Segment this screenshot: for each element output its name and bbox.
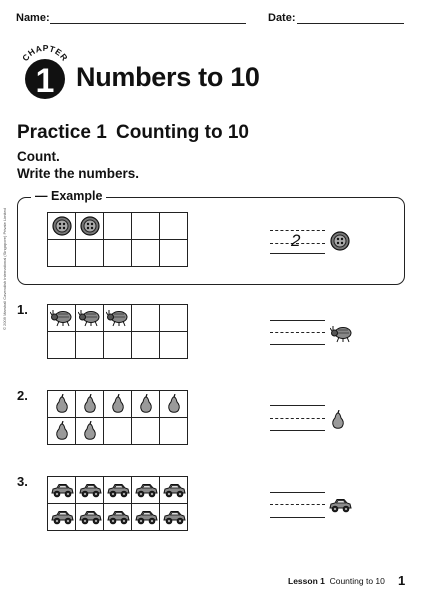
ten-frame-cell [104, 477, 132, 504]
footer-lesson: Lesson 1 Counting to 10 [288, 576, 385, 586]
ten-frame-cell [132, 391, 160, 418]
pear-icon [48, 394, 75, 414]
q3-car-icon [328, 497, 352, 518]
ten-frame-cell [132, 418, 160, 445]
car-icon [160, 509, 187, 525]
q1-line-mid[interactable] [270, 332, 325, 333]
ten-frame-cell [48, 391, 76, 418]
q2-line-top [270, 405, 325, 406]
pear-icon [48, 421, 75, 441]
ten-frame-cell [160, 305, 188, 332]
ten-frame-cell [48, 240, 76, 267]
pear-icon [132, 394, 159, 414]
practice-title: Practice 1 [17, 122, 107, 143]
example-button-icon [330, 231, 350, 256]
chapter-number: 1 [35, 62, 55, 100]
ten-frame-cell [132, 477, 160, 504]
ten-frame-cell [48, 418, 76, 445]
name-label: Name: [16, 12, 50, 24]
q2-line-base [270, 430, 325, 431]
ten-frame-row [48, 240, 188, 267]
page-number: 1 [398, 573, 406, 588]
ten-frame-cell [76, 418, 104, 445]
practice-subtitle: Counting to 10 [116, 122, 249, 143]
question-2-number: 2. [17, 388, 28, 403]
car-icon [76, 482, 103, 498]
q3-line-top [270, 492, 325, 493]
q2-line-mid[interactable] [270, 418, 325, 419]
ten-frame-cell [48, 504, 76, 531]
car-icon [48, 509, 75, 525]
ten-frame-cell [48, 332, 76, 359]
ten-frame-cell [76, 240, 104, 267]
pear-icon [76, 421, 103, 441]
ten-frame-cell [104, 305, 132, 332]
example-label: — Example [31, 189, 106, 203]
pear-icon [76, 394, 103, 414]
example-ten-frame [47, 212, 188, 267]
car-icon [160, 482, 187, 498]
ten-frame-row [48, 477, 188, 504]
ten-frame-cell [160, 332, 188, 359]
instruction-write: Write the numbers. [17, 166, 140, 181]
chapter-badge [17, 42, 73, 102]
ten-frame-cell [48, 477, 76, 504]
chapter-title: Numbers to 10 [76, 62, 260, 92]
question-1-ten-frame [47, 304, 188, 359]
name-line[interactable] [50, 23, 246, 24]
ten-frame-cell [104, 240, 132, 267]
ten-frame-cell [160, 391, 188, 418]
car-icon [104, 509, 131, 525]
ten-frame-row [48, 391, 188, 418]
ten-frame-cell [132, 504, 160, 531]
bug-icon [76, 309, 103, 327]
chapter-label: CHAPTER [20, 42, 70, 63]
ten-frame-row [48, 332, 188, 359]
question-2-ten-frame [47, 390, 188, 445]
bug-icon [48, 309, 75, 327]
ten-frame-cell [132, 240, 160, 267]
button-icon [48, 216, 75, 236]
ten-frame-cell [76, 305, 104, 332]
q1-line-base [270, 344, 325, 345]
copyright-text: © 2009 Marshall Cavendish International (Singapore) Private Limited [2, 208, 7, 330]
ten-frame-cell [132, 305, 160, 332]
car-icon [48, 482, 75, 498]
example-dash-icon: — [35, 189, 51, 203]
ten-frame-cell [104, 332, 132, 359]
q3-line-mid[interactable] [270, 504, 325, 505]
instruction-count: Count. [17, 149, 60, 164]
q2-pear-icon [330, 410, 346, 435]
ten-frame-row [48, 213, 188, 240]
question-3-number: 3. [17, 474, 28, 489]
ten-frame-row [48, 418, 188, 445]
ten-frame-cell [160, 240, 188, 267]
q1-line-top [270, 320, 325, 321]
ten-frame-cell [104, 504, 132, 531]
date-line[interactable] [297, 23, 404, 24]
ten-frame-cell [132, 332, 160, 359]
date-label: Date: [268, 12, 296, 24]
writing-guide-base [270, 253, 325, 254]
ten-frame-cell [160, 504, 188, 531]
ten-frame-row [48, 504, 188, 531]
car-icon [132, 482, 159, 498]
q1-bug-icon [330, 325, 354, 348]
ten-frame-cell [160, 418, 188, 445]
ten-frame-cell [160, 477, 188, 504]
pear-icon [160, 394, 187, 414]
car-icon [132, 509, 159, 525]
question-3-ten-frame [47, 476, 188, 531]
question-1-number: 1. [17, 302, 28, 317]
ten-frame-row [48, 305, 188, 332]
ten-frame-cell [76, 477, 104, 504]
ten-frame-cell [48, 213, 76, 240]
car-icon [104, 482, 131, 498]
ten-frame-cell [76, 504, 104, 531]
ten-frame-cell [104, 391, 132, 418]
ten-frame-cell [76, 213, 104, 240]
button-icon [76, 216, 103, 236]
example-answer: 2 [291, 231, 301, 250]
ten-frame-cell [160, 213, 188, 240]
ten-frame-cell [104, 418, 132, 445]
car-icon [76, 509, 103, 525]
pear-icon [104, 394, 131, 414]
q3-line-base [270, 517, 325, 518]
ten-frame-cell [76, 332, 104, 359]
ten-frame-cell [76, 391, 104, 418]
ten-frame-cell [48, 305, 76, 332]
bug-icon [104, 309, 131, 327]
ten-frame-cell [132, 213, 160, 240]
ten-frame-cell [104, 213, 132, 240]
